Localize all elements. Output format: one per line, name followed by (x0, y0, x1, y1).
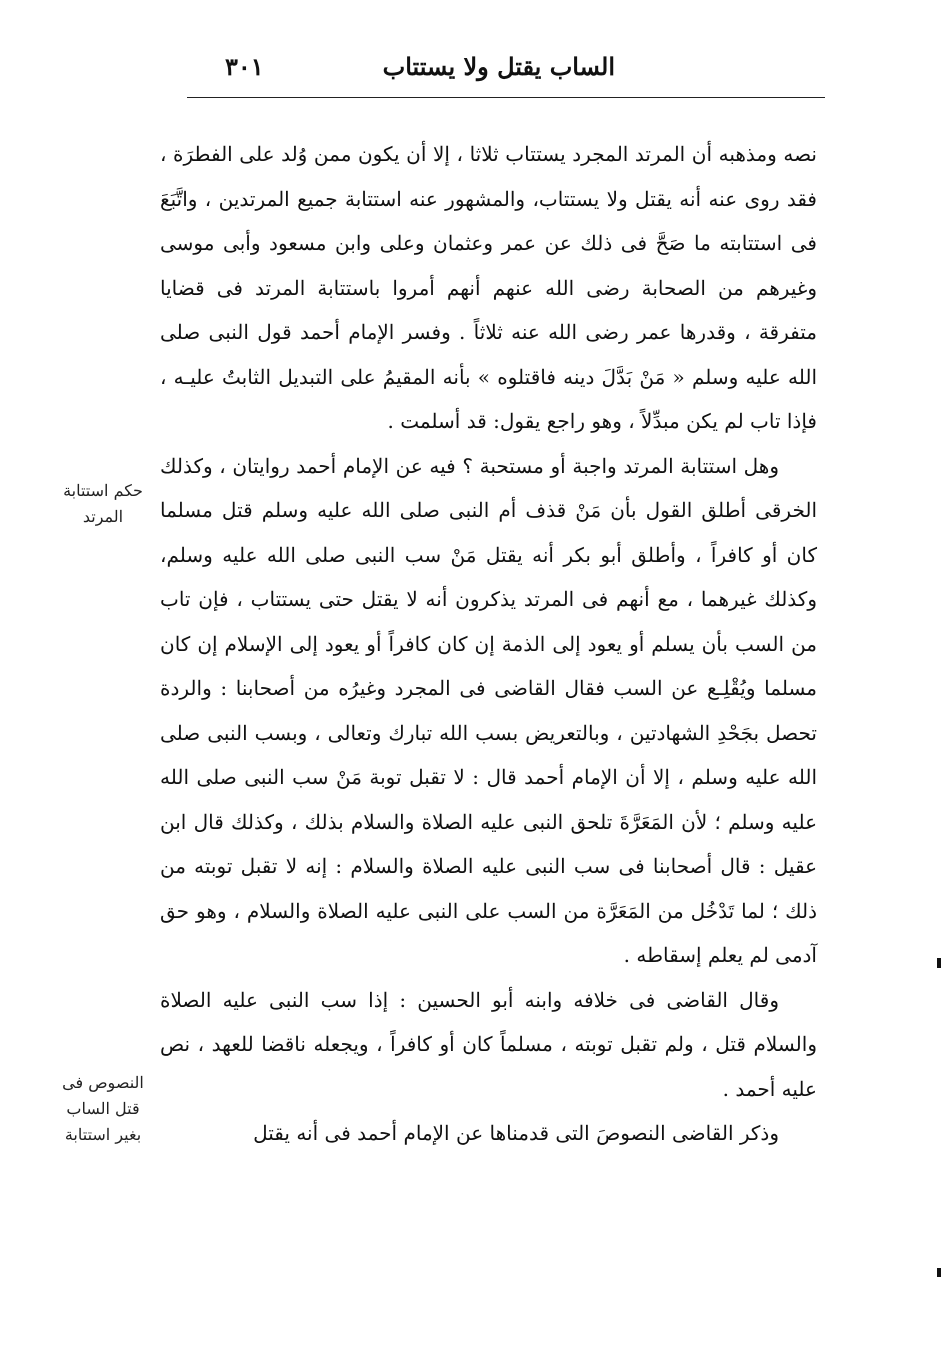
text-line: مسلما كان أو كافراً ، وأطلق أبو بكر أنه يقتل مَنْ سب النبى صلى الله عليه وسلم، (160, 498, 817, 567)
text-line: والسلام قتل ، ولم تقبل توبته ، مسلماً كان أو كافراً ، ويجعله ناقضا للعهد ، (197, 1032, 817, 1056)
text-line: فقد روى عنه أنه يقتل ولا يستتاب، والمشهور عنه استتابة جميع المرتدين ، واتَّبَعَ (160, 186, 817, 211)
text-line: كان مسلما ويُقْلِـع عن السب فقال القاضى فى المجرد وغيرُه من أصحابنا : والردة (160, 631, 817, 700)
paragraph-4 (160, 1111, 817, 1156)
text-line: من ذلك ؛ لما تَدْخُل من المَعَرَّة من السب على النبى عليه الصلاة والسلام ، وهو (160, 854, 817, 923)
edge-mark (937, 958, 941, 968)
text-line: وقدرها عمر رضى الله عنه ثلاثاً . وفسر الإمام أحمد قول النبى صلى الله عليه وسلم (160, 320, 817, 389)
text-line: حق آدمى لم يعلم إسقاطه . (160, 898, 817, 967)
text-line: وهل استتابة المرتد واجبة أو مستحبة ؟ فيه عن الإمام أحمد روايتان ، (219, 453, 780, 478)
header-rule (187, 97, 825, 98)
body-text (160, 132, 817, 1156)
paragraph-3 (160, 978, 817, 1112)
page-header (185, 52, 825, 92)
text-line: ابن عقيل : قال أصحابنا فى سب النبى عليه الصلاة والسلام : إنه لا تقبل توبته (160, 809, 817, 878)
text-line: نص عليه أحمد . (160, 1032, 817, 1101)
text-line: « مَنْ بَدَّلَ دينه فاقتلوه » بأنه المقيمُ على التبديل الثابتُ عليـه ، فإذا تاب لم (160, 364, 817, 433)
text-line: وقال القاضى فى خلافه وابنه أبو الحسين : إذا سب النبى عليه الصلاة (160, 987, 779, 1012)
text-line: من السب بأن يسلم أو يعود إلى الذمة إن كان كافراً أو يعود إلى الإسلام إن (197, 631, 818, 656)
text-line: نصه ومذهبه أن المرتد المجرد يستتاب ثلاثا ، إلا أن يكون ممن وُلد على الفطرَة ، (160, 142, 817, 166)
text-line: صلى الله عليه وسلم ، إلا أن الإمام أحمد قال : لا تقبل توبة مَنْ سب النبى صلى الله (160, 720, 817, 789)
margin-note-texts-on-execution: النصوص فى قتل الساب بغير استتابة (62, 1073, 144, 1144)
margin-note-apostate-repentance: حكم استتابة المرتد (63, 481, 143, 526)
text-line: يكن مبدِّلاً ، وهو راجع يقول: قد أسلمت . (387, 409, 718, 433)
text-line: فى استتابته ما صَحَّ فى ذلك عن عمر وعثمان وعلى وابن مسعود وأبى موسى (160, 231, 817, 255)
text-line: وكذلك الخرقى أطلق القول بأن مَنْ قذف أم النبى صلى الله عليه وسلم قتل (160, 453, 818, 522)
paragraph-1 (160, 132, 817, 444)
text-line: وذكر القاضى النصوصَ التى قدمناها عن الإمام أحمد فى أنه يقتل (253, 1121, 779, 1145)
text-line: تحصل بجَحْدِ الشهادتين ، وبالتعريض بسب الله تبارك وتعالى ، وبسب النبى (207, 720, 818, 745)
text-line: عليه وسلم ؛ لأن المَعَرَّةَ تلحق النبى عليه الصلاة والسلام بذلك ، وكذلك قال (193, 809, 817, 834)
page-number: ٣٠١ (225, 52, 264, 81)
text-line: وغيرهم من الصحابة رضى الله عنهم أنهم أمروا باستتابة المرتد فى قضايا متفرقة ، (160, 275, 818, 344)
running-title: الساب يقتل ولا يستتاب (382, 52, 615, 81)
edge-mark (937, 1268, 941, 1277)
text-line: وكذلك غيرهما ، مع أنهم فى المرتد يذكرون أنه لا يقتل حتى يستتاب ، فإن تاب (160, 587, 817, 611)
paragraph-2 (160, 444, 817, 978)
